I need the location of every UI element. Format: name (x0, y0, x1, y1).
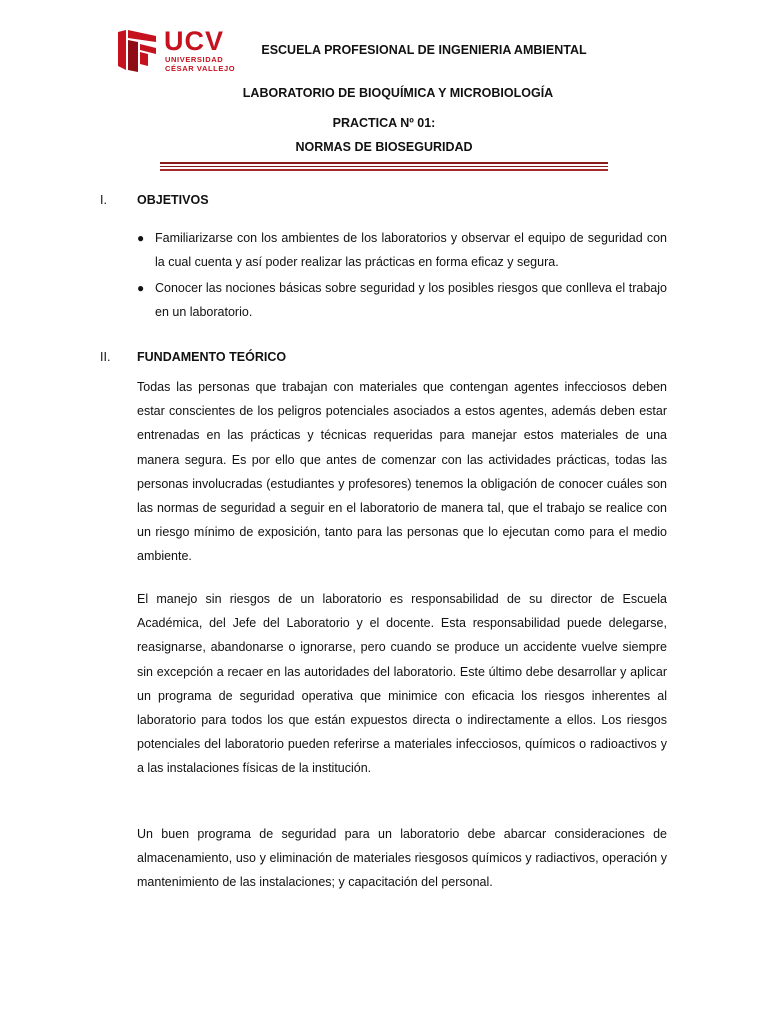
section-2-title: FUNDAMENTO TEÓRICO (137, 350, 287, 364)
list-item (137, 226, 667, 274)
objective-text: Conocer las nociones básicas sobre seguridad y los posibles riesgos que conlleva el trabajo en un laboratorio. (155, 281, 667, 319)
lab-title: LABORATORIO DE BIOQUÍMICA Y MICROBIOLOGÍA (242, 86, 554, 100)
practice-number: PRACTICA Nº 01: (332, 116, 436, 130)
objective-text: Familiarizarse con los ambientes de los laboratorios y observar el equipo de seguridad con la cual cuenta y así poder realizar las prácticas en forma eficaz y segura. (155, 231, 667, 269)
logo-subtitle-line1: UNIVERSIDAD (165, 55, 224, 64)
logo-subtitle (165, 56, 245, 73)
header-divider-middle (160, 166, 608, 167)
school-name: ESCUELA PROFESIONAL DE INGENIERIA AMBIENTAL (261, 43, 587, 57)
paragraph: Todas las personas que trabajan con materiales que contengan agentes infecciosos deben estar conscientes de los peligros potenciales asociados a estos agentes, además deben estar entrenadas en las prácticas y técnicas requeridas para manejar estos materiales de una manera segura. Es por ello que antes de comenzar con las actividades prácticas, todas las personas involucradas (estudiantes y profesores) tenemos la obligación de conocer cuáles son las normas de seguridad a seguir en el laboratorio de manera tal, que el trabajo se realice con un riesgo mínimo de exposición, tanto para las personas que lo ejecutan como para el medio ambiente. (137, 380, 667, 564)
logo-name: UCV (164, 26, 225, 56)
bullet-icon: ● (137, 281, 145, 295)
header-divider-top (160, 162, 608, 164)
list-item (137, 276, 667, 324)
practice-topic: NORMAS DE BIOSEGURIDAD (295, 140, 473, 154)
logo-subtitle-line2: CÉSAR VALLEJO (165, 63, 236, 73)
section-2-number: II. (100, 350, 111, 364)
bullet-icon: ● (137, 231, 145, 245)
paragraph: El manejo sin riesgos de un laboratorio es responsabilidad de su director de Escuela Académica, del Jefe del Laboratorio y el docente. Esta responsabilidad puede delegarse, reasignarse, abandonarse o ignorarse, pero cuando se produce un accidente vuelve siempre sin excepción a recaer en las autoridades del laboratorio. Este último debe desarrollar y aplicar un programa de seguridad operativa que minimice con eficacia los riesgos inherentes al laboratorio para todos los que están expuestos directa o indirectamente a ellos. Los riesgos potenciales del laboratorio pueden referirse a materiales infecciosos, químicos o radioactivos y a las instalaciones físicas de la institución. (137, 592, 667, 776)
section-1-number: I. (100, 193, 107, 207)
paragraph: Un buen programa de seguridad para un laboratorio debe abarcar consideraciones de almacenamiento, uso y eliminación de materiales riesgosos químicos y radiactivos, operación y mantenimiento de las instalaciones; y capacitación del personal. (137, 827, 667, 890)
header-divider-bottom (160, 169, 608, 171)
section-1-title: OBJETIVOS (137, 193, 209, 207)
objectives-list (137, 226, 667, 326)
